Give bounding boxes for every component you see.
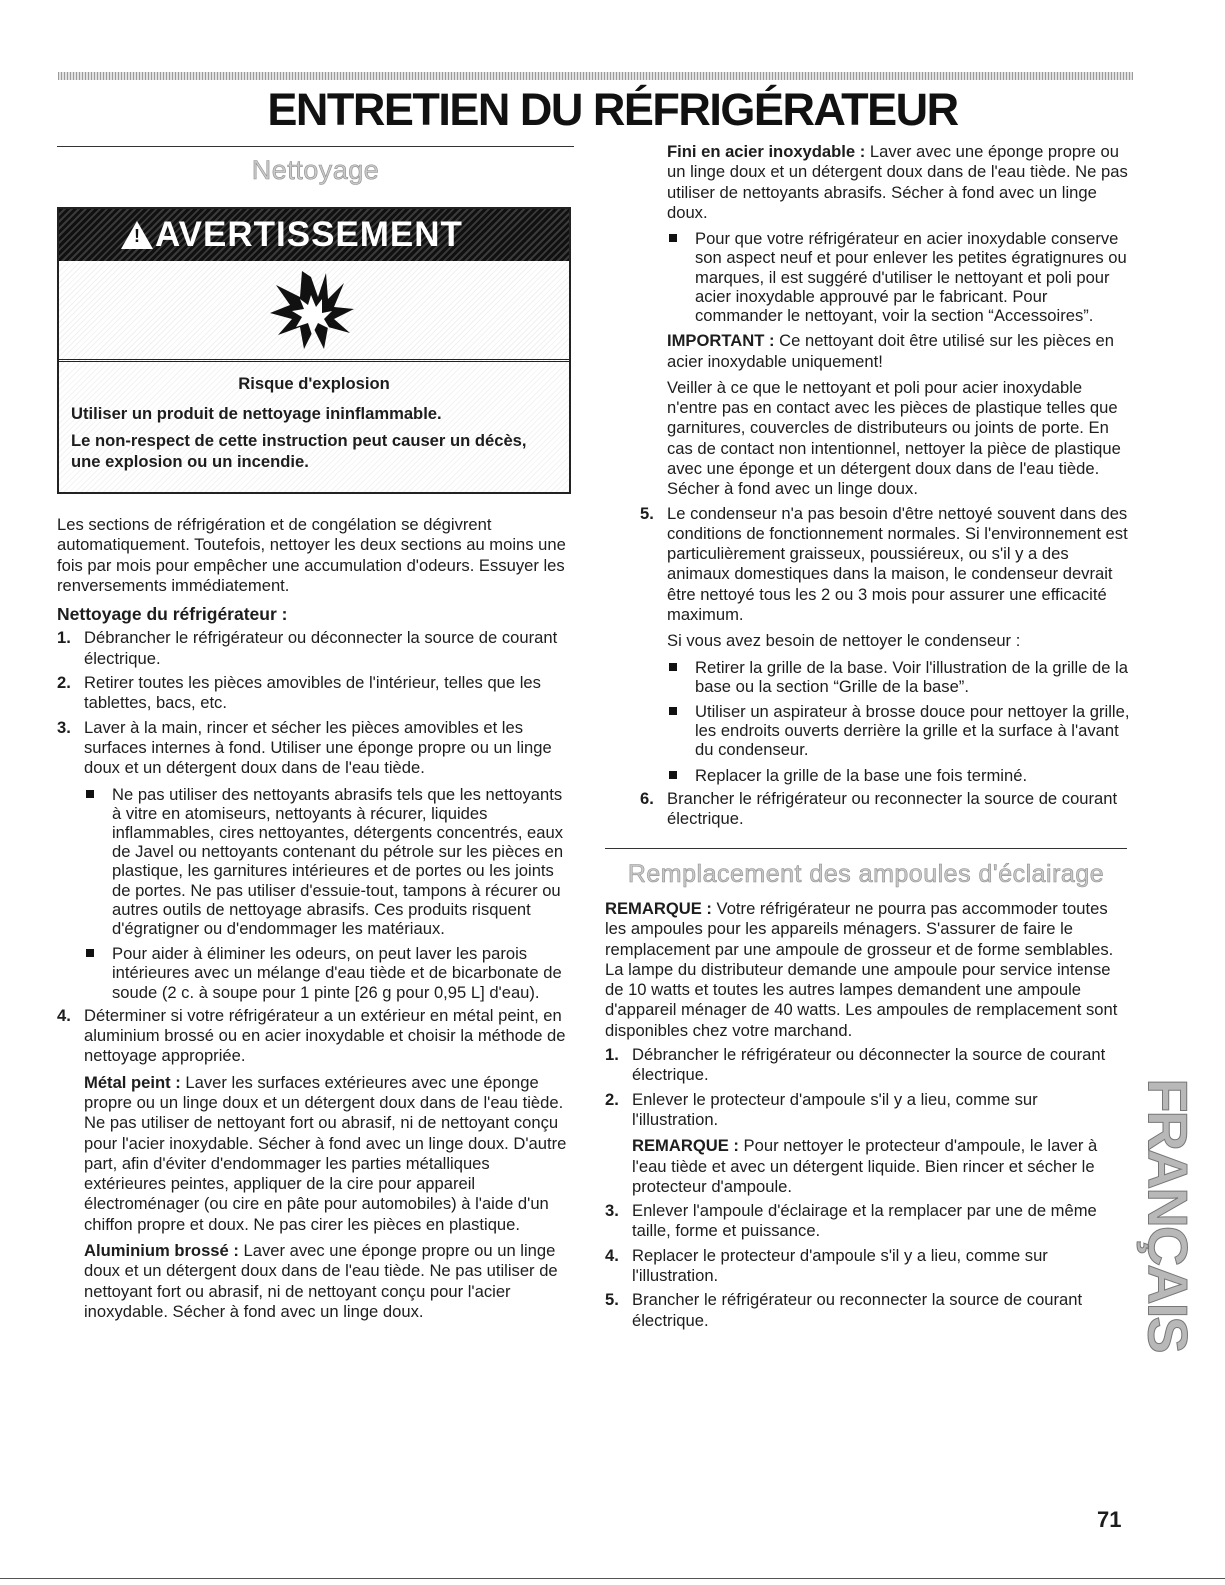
list-item: 3. Enlever l'ampoule d'éclairage et la remplacer par une de même taille, forme et puissance. xyxy=(605,1201,1097,1241)
bullet-icon xyxy=(669,663,677,671)
warning-box xyxy=(57,207,571,494)
brushed-aluminum-paragraph: Aluminium brossé : Laver avec une éponge propre ou un linge doux et un détergent doux dans de l'eau tiède. Ne pas utiliser de nettoyant fort ou abrasif, ni de nettoyant conçu pour l'acier inoxydable. Sécher à fond avec un linge doux. xyxy=(84,1241,558,1321)
explosion-icon xyxy=(59,261,569,362)
bullet-list xyxy=(667,229,1130,325)
list-item: 5. Le condenseur n'a pas besoin d'être nettoyé souvent dans des conditions de fonctionnement normales. Si l'environnement est particulièrement graisseux, poussiéreux, ou s'il y a des animaux domestiques dans la maison, le condenseur devrait être nettoyé tous les 2 ou 3 mois pour assurer une efficacité maximum. Si vous avez besoin de nettoyer le condenseur : Retirer la grille de la base. Voir l'illustration de la grille de la base ou la section “Grille de la base”. Utiliser un aspirateur à brosse douce pour nettoyer la grille, les endroits ouverts derrière la grille et la surface à l'avant du condenseur. Replacer la grille de la base une fois terminé. xyxy=(640,503,1130,785)
bulbs-step2-note: REMARQUE : Pour nettoyer le protecteur d'ampoule, le laver à l'eau tiède et avec un détergent liquide. Bien rincer et sécher le protecteur d'ampoule. xyxy=(632,1136,1098,1196)
bullet-icon xyxy=(669,771,677,779)
bullet-icon xyxy=(86,949,94,957)
list-item: 1. Débrancher le réfrigérateur ou déconnecter la source de courant électrique. xyxy=(605,1045,1106,1085)
warning-line-1: Utiliser un produit de nettoyage ininflammable. xyxy=(71,404,442,423)
cleaning-steps-continued xyxy=(640,504,1130,830)
bullet-icon xyxy=(86,790,94,798)
list-item: 1. Débrancher le réfrigérateur ou déconnecter la source de courant électrique. xyxy=(57,628,558,668)
list-item: Utiliser un aspirateur à brosse douce pour nettoyer la grille, les endroits ouverts derrière la grille et la surface à l'avant du condenseur. xyxy=(667,702,1130,760)
bottom-edge-line xyxy=(0,1578,1225,1579)
caution-paragraph: Veiller à ce que le nettoyant et poli pour acier inoxydable n'entre pas en contact avec les pièces de plastique telles que garnitures, couvercles de distributeurs ou joints de porte. En cas de contact non intentionnel, nettoyer la pièce de plastique avec une éponge et un détergent doux dans de l'eau tiède. Sécher à fond avec un linge doux. xyxy=(667,377,1121,499)
painted-metal-paragraph: Métal peint : Laver les surfaces extérieures avec une éponge propre ou un linge doux et un détergent doux dans de l'eau tiède. Ne pas utiliser de nettoyant fort ou abrasif, ni de nettoyant conçu pour l'acier inoxydable. Sécher à fond avec un linge doux. D'autre part, afin d'éviter d'endommager les parties métalliques extérieures peintes, appliquer de la cire pour appareil électroménager (ou cire en pâte pour automobiles) à l'aide d'un chiffon propre et doux. Ne pas cirer les pièces en plastique. xyxy=(84,1072,567,1234)
cleaning-subheading: Nettoyage du réfrigérateur : xyxy=(57,604,288,625)
bullet-list xyxy=(667,658,1130,785)
bullet-icon xyxy=(669,707,677,715)
bullet-icon xyxy=(669,234,677,242)
page-title: ENTRETIEN DU RÉFRIGÉRATEUR xyxy=(267,84,958,135)
bulbs-steps xyxy=(605,1045,1127,1331)
warning-header xyxy=(59,209,569,261)
list-item: 5. Brancher le réfrigérateur ou reconnecter la source de courant électrique. xyxy=(605,1290,1083,1330)
bullet-list xyxy=(84,785,574,1002)
list-item: Pour aider à éliminer les odeurs, on peut laver les parois intérieures avec un mélange d'eau tiède et de bicarbonate de soude (2 c. à soupe pour 1 pinte [26 g pour 0,95 L] d'eau). xyxy=(84,944,574,1002)
list-item: Pour que votre réfrigérateur en acier inoxydable conserve son aspect neuf et pour enlever les petites égratignures ou marques, il est suggéré d'utiliser le nettoyant et poli pour acier inoxydable approuvé par le fabricant. Pour commander le nettoyant, voir la section “Accessoires”. xyxy=(667,229,1130,325)
page-number: 71 xyxy=(1097,1507,1122,1532)
list-item: 4. Replacer le protecteur d'ampoule s'il y a lieu, comme sur l'illustration. xyxy=(605,1245,1048,1286)
list-item: Replacer la grille de la base une fois terminé. xyxy=(667,766,1130,785)
bulbs-heading: Remplacement des ampoules d'éclairage xyxy=(627,860,1105,888)
section-rule xyxy=(57,146,574,147)
cleaning-heading: Nettoyage xyxy=(251,155,380,185)
warning-risk: Risque d'explosion xyxy=(238,374,390,393)
list-item: 2. Retirer toutes les pièces amovibles de l'intérieur, telles que les tablettes, bacs, etc. xyxy=(57,673,541,713)
list-item: 6. Brancher le réfrigérateur ou reconnecter la source de courant électrique. xyxy=(640,788,1118,829)
list-item: 2. Enlever le protecteur d'ampoule s'il y a lieu, comme sur l'illustration. REMARQUE : Pour nettoyer le protecteur d'ampoule, le laver à l'eau tiède et avec un détergent liquide. Bien rincer et sécher le protecteur d'ampoule. xyxy=(605,1090,1127,1197)
language-side-tab: FRANÇAIS xyxy=(1136,1078,1200,1352)
list-item: 3. Laver à la main, rincer et sécher les pièces amovibles et les surfaces internes à fond. Utiliser une éponge propre ou un linge doux et un détergent doux dans de l'eau tiède. Ne pas utiliser des nettoyants abrasifs tels que les nettoyants à vitre en atomiseurs, nettoyants à récurer, liquides inflammables, cires nettoyantes, détergents concentrés, eaux de Javel ou nettoyants contenant du pétrole sur les pièces en plastique, les garnitures intérieures et de portes ou les joints de portes. Ne pas utiliser d'essuie-tout, tampons à récurer ou autres outils de nettoyage abrasifs. Ces produits risquent d'égratigner ou d'endommager les matériaux. Pour aider à éliminer les odeurs, on peut laver les parois intérieures avec un mélange d'eau tiède et de bicarbonate de soude (2 c. à soupe pour 1 pinte [26 g pour 0,95 L] d'eau). xyxy=(57,718,574,1002)
condenser-intro: Si vous avez besoin de nettoyer le condenseur : xyxy=(667,631,1021,651)
important-paragraph: IMPORTANT : Ce nettoyant doit être utilisé sur les pièces en acier inoxydable uniquement! xyxy=(667,331,1114,371)
warning-line-2: Le non-respect de cette instruction peut causer un décès, une explosion ou un incendie. xyxy=(71,431,527,471)
warning-label: AVERTISSEMENT xyxy=(155,214,463,254)
cleaning-steps xyxy=(57,628,574,1322)
stainless-paragraph: Fini en acier inoxydable : Laver avec une éponge propre ou un linge doux et un détergent doux dans de l'eau tiède. Ne pas utiliser de nettoyants abrasifs. Sécher à fond avec un linge doux. xyxy=(667,142,1128,222)
cleaning-intro: Les sections de réfrigération et de congélation se dégivrent automatiquement. Toutefois, nettoyer les deux sections au moins une fois par mois pour empêcher une accumulation d'odeurs. Essuyer les renversements immédiatement. xyxy=(57,515,566,595)
list-item: 4. Déterminer si votre réfrigérateur a un extérieur en métal peint, en aluminium brossé ou en acier inoxydable et choisir la méthode de nettoyage appropriée. Métal peint : Laver les surfaces extérieures avec une éponge propre ou un linge doux et un détergent doux dans de l'eau tiède. Ne pas utiliser de nettoyant fort ou abrasif, ni de nettoyant conçu pour l'acier inoxydable. Sécher à fond avec un linge doux. D'autre part, afin d'éviter d'endommager les parties métalliques extérieures peintes, appliquer de la cire pour appareil électroménager (ou cire en pâte pour automobiles) à l'aide d'un chiffon propre et doux. Ne pas cirer les pièces en plastique. Aluminium brossé : Laver avec une éponge propre ou un linge doux et un détergent doux dans de l'eau tiède. Ne pas utiliser de nettoyant fort ou abrasif, ni de nettoyant conçu pour l'acier inoxydable. Sécher à fond avec un linge doux. xyxy=(57,1006,574,1322)
bulbs-note: REMARQUE : Votre réfrigérateur ne pourra pas accommoder toutes les ampoules pour les appareils ménagers. S'assurer de faire le remplacement par une ampoule de grosseur et de forme semblables. La lampe du distributeur demande une ampoule pour service intense de 10 watts et toutes les autres lampes demandent une ampoule d'appareil ménager de 40 watts. Les ampoules de remplacement sont disponibles chez votre marchand. xyxy=(605,899,1118,1040)
list-item: Retirer la grille de la base. Voir l'illustration de la grille de la base ou la section “Grille de la base”. xyxy=(667,658,1130,696)
list-item: Ne pas utiliser des nettoyants abrasifs tels que les nettoyants à vitre en atomiseurs, nettoyants à récurer, liquides inflammables, cires nettoyantes, détergents concentrés, eaux de Javel ou nettoyants contenant du pétrole sur les pièces en plastique, les garnitures intérieures et de portes ou les joints de portes. Ne pas utiliser d'essuie-tout, tampons à récurer ou autres outils de nettoyage abrasifs. Ces produits risquent d'égratigner ou d'endommager les matériaux. xyxy=(84,785,574,939)
warning-body xyxy=(59,362,569,492)
top-decorative-bar xyxy=(58,72,1133,80)
section-rule xyxy=(605,848,1127,849)
warning-triangle-icon xyxy=(121,221,153,249)
